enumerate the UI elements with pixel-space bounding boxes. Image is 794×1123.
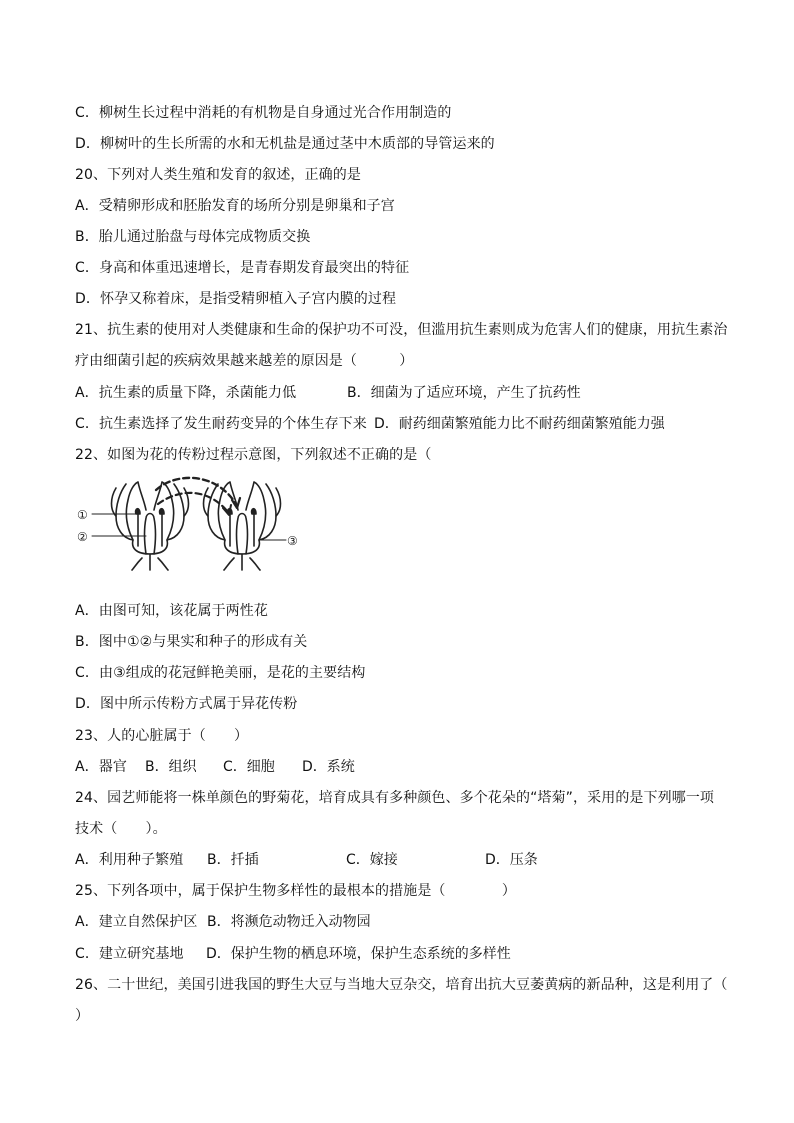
q21-stem-line2: 疗由细菌引起的疾病效果越来越差的原因是（ ）	[75, 353, 414, 369]
q23-stem: 23、人的心脏属于（ ）	[75, 728, 249, 744]
q21-option-b: B．细菌为了适应环境，产生了抗药性	[347, 385, 581, 401]
q24-option-c: C．嫁接	[346, 852, 398, 868]
diagram-label-3: ③	[287, 534, 298, 548]
flower-pollination-diagram	[76, 470, 306, 588]
q21-option-a: A．抗生素的质量下降，杀菌能力低	[75, 385, 297, 401]
q21-option-c: C．抗生素选择了发生耐药变异的个体生存下来	[75, 416, 367, 432]
q24-stem-line2: 技术（ ）。	[75, 821, 167, 837]
diagram-label-2: ②	[77, 530, 88, 544]
q21-option-d: D．耐药细菌繁殖能力比不耐药细菌繁殖能力强	[374, 416, 665, 432]
q24-option-a: A．利用种子繁殖	[75, 852, 184, 868]
q22-option-b: B．图中①②与果实和种子的形成有关	[75, 634, 308, 650]
q22-option-a: A．由图可知，该花属于两性花	[75, 603, 268, 619]
q23-option-b: B．组织	[145, 759, 197, 775]
q25-option-d: D．保护生物的栖息环境，保护生态系统的多样性	[206, 946, 511, 962]
diagram-label-1: ①	[77, 508, 88, 522]
q20-option-c: C．身高和体重迅速增长，是青春期发育最突出的特征	[75, 260, 410, 276]
q20-stem: 20、下列对人类生殖和发育的叙述，正确的是	[75, 167, 361, 183]
q20-option-b: B．胎儿通过胎盘与母体完成物质交换	[75, 229, 311, 245]
q19-option-c: C．柳树生长过程中消耗的有机物是自身通过光合作用制造的	[75, 105, 452, 121]
q23-option-c: C．细胞	[223, 759, 275, 775]
q24-option-d: D．压条	[485, 852, 538, 868]
q23-option-a: A．器官	[75, 759, 127, 775]
right-flower	[204, 482, 281, 570]
q21-stem-line1: 21、抗生素的使用对人类健康和生命的保护功不可没，但滥用抗生素则成为危害人们的健康，用抗生素治	[75, 322, 728, 338]
q25-stem: 25、下列各项中，属于保护生物多样性的最根本的措施是（ ）	[75, 883, 517, 899]
q25-option-b: B．将濒危动物迁入动物园	[207, 914, 371, 930]
q24-option-b: B．扦插	[207, 852, 259, 868]
q24-stem-line1: 24、园艺师能将一株单颜色的野菊花，培育成具有多种颜色、多个花朵的“塔菊”，采用的是下列哪一项	[75, 790, 715, 806]
q25-option-c: C．建立研究基地	[75, 946, 184, 962]
q19-option-d: D．柳树叶的生长所需的水和无机盐是通过茎中木质部的导管运来的	[75, 136, 495, 152]
q20-option-a: A．受精卵形成和胚胎发育的场所分别是卵巢和子宫	[75, 198, 395, 214]
q26-stem-line1: 26、二十世纪，美国引进我国的野生大豆与当地大豆杂交，培育出抗大豆萎黄病的新品种，这是利用了（	[75, 977, 728, 993]
q25-option-a: A．建立自然保护区	[75, 914, 198, 930]
q22-stem: 22、如图为花的传粉过程示意图，下列叙述不正确的是（	[75, 447, 432, 463]
q26-stem-line2: ）	[75, 1008, 90, 1024]
q22-option-d: D．图中所示传粉方式属于异花传粉	[75, 696, 298, 712]
q22-option-c: C．由③组成的花冠鲜艳美丽，是花的主要结构	[75, 665, 366, 681]
q20-option-d: D．怀孕又称着床，是指受精卵植入子宫内膜的过程	[75, 291, 397, 307]
q23-option-d: D．系统	[302, 759, 355, 775]
